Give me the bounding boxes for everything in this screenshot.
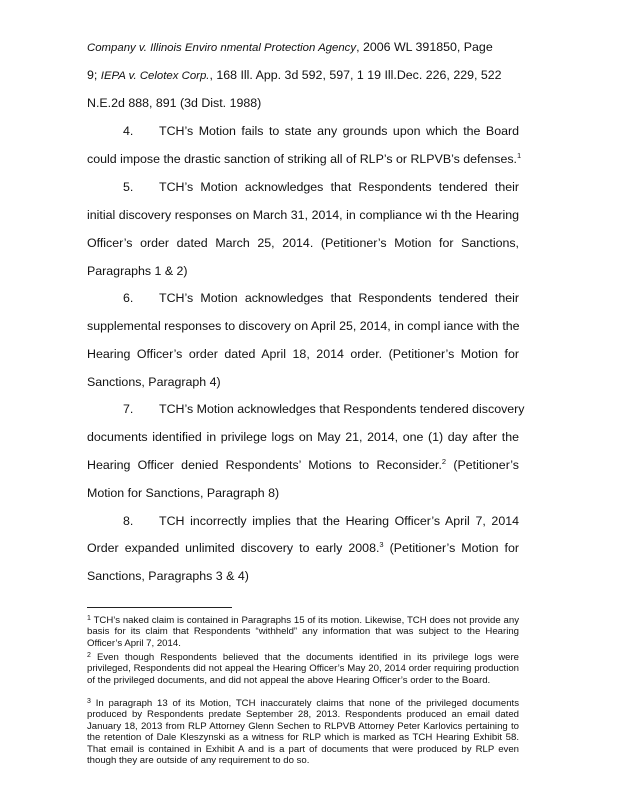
paragraph-7-line: Hearing Officer denied Respondents’ Motions to Reconsider.$^2$ (Petitioner’s [87, 457, 519, 472]
paragraph-4-line: could impose the drastic sanction of striking all of RLP’s or RLPVB’s defenses.$^1$ [87, 151, 522, 166]
body-line: N.E.2d 888, 891 (3d Dist. 1988) [87, 96, 262, 110]
paragraph-number: 8. [123, 514, 134, 528]
footnote-2: $^2$ Even though Respondents believed that the documents identified in its privilege logs were privileged, Respondents did not appeal the Hearing Officer’s May 20, 2014 order requiring production of the privileged documents, and did not appeal the above Hearing Officer’s order to the Board. [87, 652, 519, 686]
footnote-3: $^3$ In paragraph 13 of its Motion, TCH inaccurately claims that none of the privileged documents produced by Respondents predate September 28, 2013. Respondents produced an email dated January 18, 2013 from RLP Attorney Glenn Sechen to RLPVB Attorney Peter Karlovics pertaining to the retention of Dale Kleszynski as a witness for RLP which is marked as TCH Hearing Exhibit 58. That email is contained in Exhibit A and is a part of documents that were produced by RLP even though they are outside of any requirement to do so. [87, 698, 519, 767]
footnote-divider [87, 607, 232, 608]
paragraph-5-line: 5. TCH’s Motion acknowledges that Respondents tendered their [123, 180, 519, 194]
paragraph-7-line: Motion for Sanctions, Paragraph 8) [87, 486, 280, 500]
paragraph-number: 5. [123, 180, 134, 194]
body-line: 9; IEPA v. Celotex Corp., 168 Ill. App. 3d 592, 597, 1 19 Ill.Dec. 226, 229, 522 [87, 68, 502, 82]
footnote-ref: 1 [517, 151, 522, 160]
paragraph-7-line: documents identified in privilege logs on May 21, 2014, one (1) day after the [87, 430, 519, 444]
paragraph-6-line: Sanctions, Paragraph 4) [87, 375, 221, 389]
case-citation: Company v. Illinois Enviro nmental Protection Agency [87, 42, 357, 54]
footnote-ref: 3 [379, 540, 384, 549]
paragraph-4-line: 4. TCH’s Motion fails to state any grounds upon which the Board [123, 124, 519, 138]
footnote-mark: 2 [87, 652, 91, 659]
paragraph-number: 7. [123, 402, 134, 416]
paragraph-5-line: Paragraphs 1 & 2) [87, 264, 188, 278]
footnote-ref: 2 [441, 457, 447, 466]
body-line: Company v. Illinois Enviro nmental Protection Agency, 2006 WL 391850, Page [87, 40, 493, 54]
paragraph-6-line: Hearing Officer’s order dated April 18, 2014 order. (Petitioner’s Motion for [87, 347, 519, 361]
paragraph-5-line: Officer’s order dated March 25, 2014. (Petitioner’s Motion for Sanctions, [87, 236, 519, 250]
footnote-mark: 3 [87, 698, 91, 705]
paragraph-7-line: 7. TCH’s Motion acknowledges that Respondents tendered discovery [123, 402, 525, 416]
paragraph-8-line: Sanctions, Paragraphs 3 & 4) [87, 569, 249, 583]
footnote-mark: 1 [87, 615, 91, 622]
footnote-1: $^1$ TCH’s naked claim is contained in Paragraphs 15 of its motion. Likewise, TCH does not provide any basis for its claim that Respondents “withheld” any information that was subject to the Hearing Officer’s April 7, 2014. [87, 615, 519, 649]
paragraph-6-line: supplemental responses to discovery on April 25, 2014, in compl iance with the [87, 319, 520, 333]
case-citation: IEPA v. Celotex Corp. [100, 70, 210, 82]
paragraph-8-line: Order expanded unlimited discovery to early 2008.$^3$ (Petitioner’s Motion for [87, 540, 519, 555]
paragraph-number: 6. [123, 291, 134, 305]
paragraph-number: 4. [123, 124, 134, 138]
paragraph-8-line: 8. TCH incorrectly implies that the Hearing Officer’s April 7, 2014 [123, 514, 519, 528]
paragraph-5-line: initial discovery responses on March 31, 2014, in compliance wi th the Hearing [87, 208, 519, 222]
paragraph-6-line: 6. TCH’s Motion acknowledges that Respondents tendered their [123, 291, 519, 305]
